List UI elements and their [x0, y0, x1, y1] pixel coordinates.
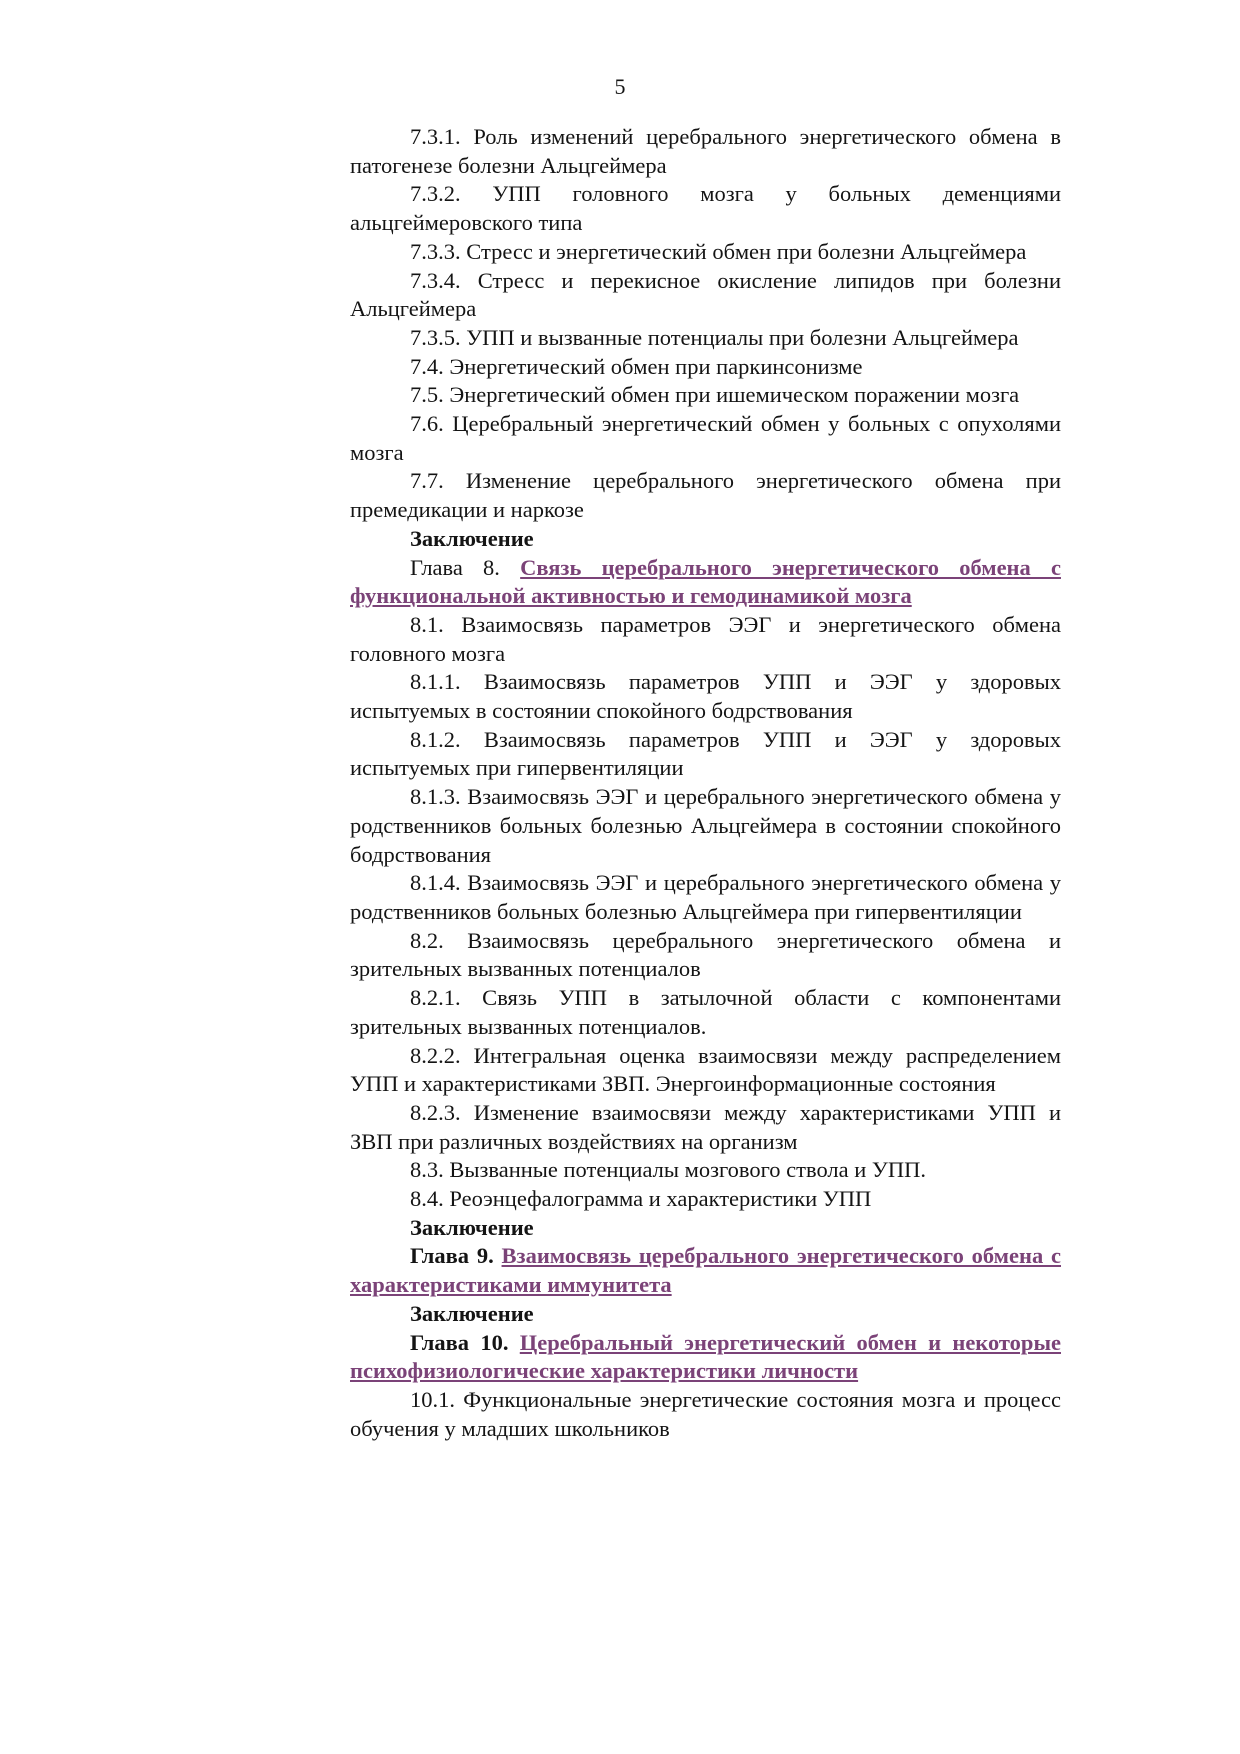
toc-item: 7.3.5. УПП и вызванные потенциалы при болезни Альцгеймера	[410, 324, 1019, 350]
toc-item: 8.2.1. Связь УПП в затылочной области с компонентами зрительных вызванных потенциалов.	[350, 985, 1061, 1039]
toc-item: 7.3.1. Роль изменений церебрального энергетического обмена в патогенезе болезни Альцгеймера	[350, 124, 1061, 178]
toc-item: 8.2.2. Интегральная оценка взаимосвязи между распределением УПП и характеристиками ЗВП. Энергоинформационные состояния	[350, 1042, 1061, 1097]
toc-item: 8.4. Реоэнцефалограмма и характеристики УПП	[410, 1186, 872, 1212]
chapter-10-link[interactable]: Церебральный энергетический обмен и некоторые психофизиологические характеристики личности	[350, 1329, 1061, 1384]
chapter-9-link[interactable]: Взаимосвязь церебрального энергетического обмена с характеристиками иммунитета	[350, 1243, 1061, 1298]
chapter-8-entry	[350, 554, 1061, 611]
toc-item: 8.2.3. Изменение взаимосвязи между характеристиками УПП и ЗВП при различных воздействиях на организм	[350, 1099, 1061, 1154]
toc-item: 8.1.4. Взаимосвязь ЭЭГ и церебрального энергетического обмена у родственников больных болезнью Альцгеймера при гипервентиляции	[350, 870, 1061, 924]
chapter-10-prefix: Глава 10.	[410, 1329, 509, 1355]
toc-item: 8.3. Вызванные потенциалы мозгового ствола и УПП.	[410, 1157, 926, 1183]
toc-item: 7.3.4. Стресс и перекисное окисление липидов при болезни Альцгеймера	[350, 267, 1061, 322]
toc-item: 8.1.3. Взаимосвязь ЭЭГ и церебрального энергетического обмена у родственников больных болезнью Альцгеймера в состоянии спокойного бодрствования	[350, 784, 1061, 867]
toc-item: 8.2. Взаимосвязь церебрального энергетического обмена и зрительных вызванных потенциалов	[350, 927, 1061, 982]
table-of-contents	[350, 123, 1061, 1443]
chapter-10-entry	[350, 1329, 1061, 1386]
toc-item: 7.3.2. УПП головного мозга у больных деменциями альцгеймеровского типа	[350, 181, 1061, 236]
chapter-8-link[interactable]: Связь церебрального энергетического обмена с функциональной активностью и гемодинамикой мозга	[350, 554, 1061, 609]
conclusion-heading: Заключение	[410, 1300, 534, 1326]
toc-item: 8.1.1. Взаимосвязь параметров УПП и ЭЭГ у здоровых испытуемых в состоянии спокойного бодрствования	[350, 669, 1061, 724]
chapter-9-entry	[350, 1242, 1061, 1299]
toc-item: 7.6. Церебральный энергетический обмен у больных с опухолями мозга	[350, 411, 1061, 465]
toc-item: 7.3.3. Стресс и энергетический обмен при болезни Альцгеймера	[410, 238, 1027, 264]
page-number: 5	[614, 74, 626, 99]
conclusion-heading: Заключение	[410, 525, 534, 551]
chapter-9-prefix: Глава 9.	[410, 1243, 494, 1269]
toc-item: 10.1. Функциональные энергетические состояния мозга и процесс обучения у младших школьников	[350, 1386, 1061, 1441]
conclusion-heading: Заключение	[410, 1214, 534, 1240]
toc-item: 8.1. Взаимосвязь параметров ЭЭГ и энергетического обмена головного мозга	[350, 611, 1061, 666]
toc-item: 7.5. Энергетический обмен при ишемическом поражении мозга	[410, 382, 1020, 408]
toc-item: 7.7. Изменение церебрального энергетического обмена при премедикации и наркозе	[350, 468, 1061, 523]
toc-item: 7.4. Энергетический обмен при паркинсонизме	[410, 353, 863, 379]
chapter-8-prefix: Глава 8.	[410, 554, 500, 580]
toc-item: 8.1.2. Взаимосвязь параметров УПП и ЭЭГ у здоровых испытуемых при гипервентиляции	[350, 726, 1061, 781]
